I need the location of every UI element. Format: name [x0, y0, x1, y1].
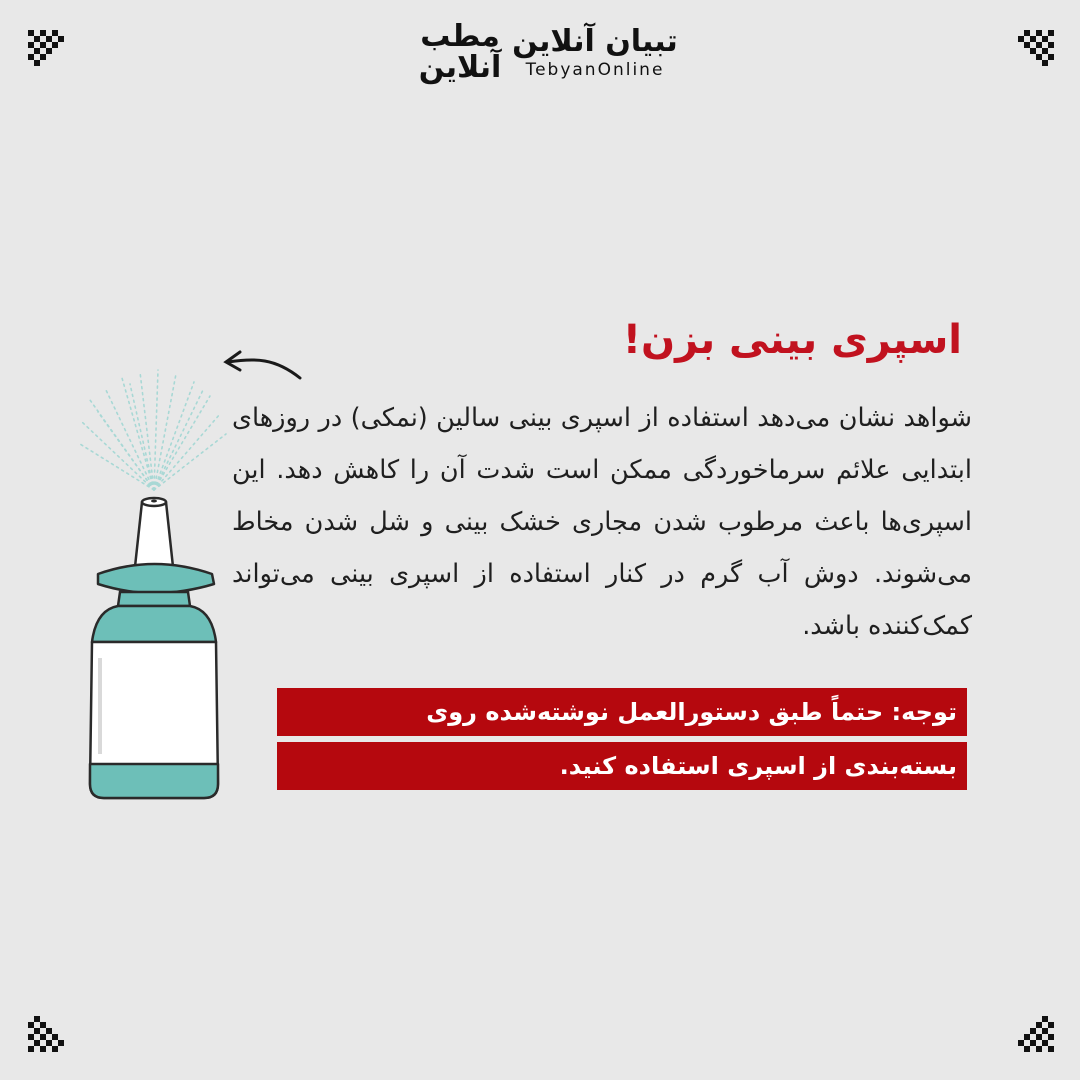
tebyan-logo-english: TebyanOnline	[525, 60, 665, 80]
curved-arrow-icon	[226, 352, 300, 378]
warning-note-line1: توجه: حتماً طبق دستورالعمل نوشته‌شده روی	[277, 688, 967, 736]
corner-pattern-icon	[28, 1016, 68, 1056]
card-title: اسپری بینی بزن!	[622, 317, 962, 363]
tebyan-logo-persian: تبیان آنلاین	[512, 24, 678, 59]
header-logos	[0, 19, 1080, 92]
corner-pattern-icon	[1014, 1016, 1054, 1056]
warning-note-line2: بسته‌بندی از اسپری استفاده کنید.	[277, 742, 967, 790]
warning-note	[277, 688, 967, 790]
matab-logo-line2: آنلاین	[418, 50, 502, 85]
matab-online-logo	[418, 19, 502, 85]
matab-logo-line1: مطب	[420, 19, 500, 54]
card-body-text: شواهد نشان می‌دهد استفاده از اسپری بینی سالین (نمکی) در روزهای ابتدایی علائم سرماخوردگی ممکن است شدت آن را کاهش دهد. این اسپری‌ها باعث مرطوب شدن مجاری خشک بینی و شل شدن مخاط می‌شوند. دوش آب گرم در کنار استفاده از اسپری بینی می‌تواند کمک‌کننده باشد.	[232, 403, 972, 641]
tebyan-online-logo	[512, 24, 678, 80]
